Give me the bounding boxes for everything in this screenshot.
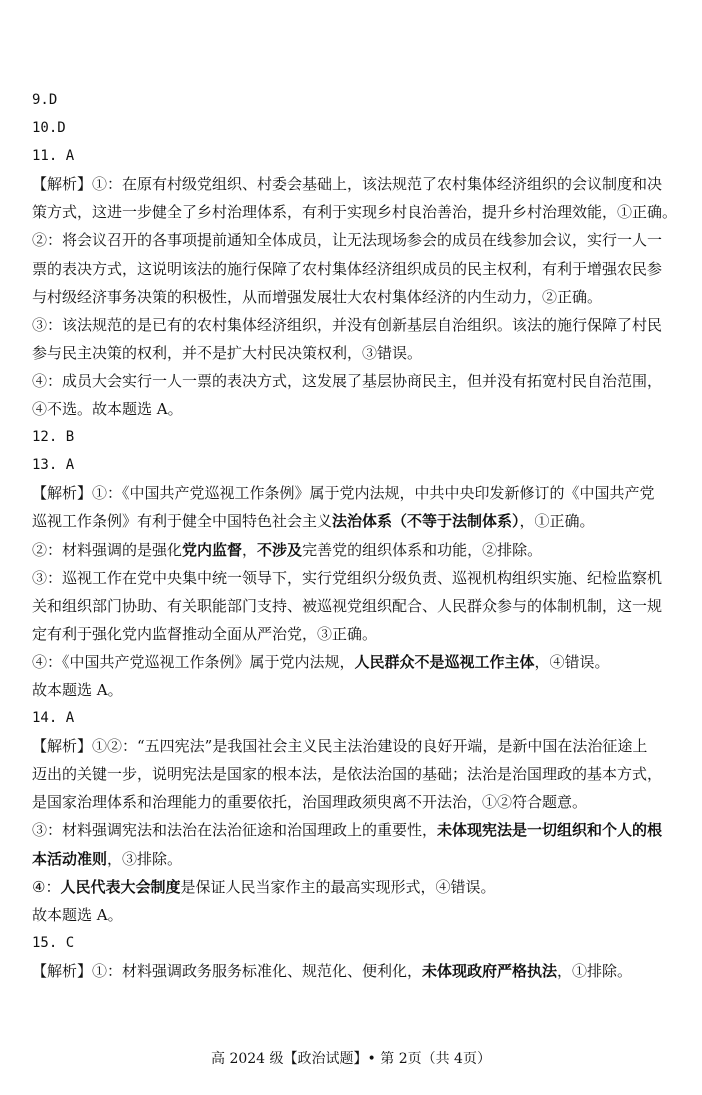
analysis-line: 【解析】①：在原有村级党组织、村委会基础上，该法规范了农村集体经济组织的会议制度和决 [32,175,663,194]
analysis-line [32,816,672,844]
analysis-line: 参与民主决策的权利，并不是扩大村民决策权利，③错误。 [32,343,423,362]
analysis-text: ④：《中国共产党巡视工作条例》属于党内法规， [32,652,355,671]
analysis-line: 关和组织部门协助、有关职能部门支持、被巡视党组织配合、人民群众参与的体制机制，这一规 [32,596,663,615]
analysis-text: ③：材料强调宪法和法治在法治征途和治国理政上的重要性， [32,821,438,840]
analysis-text: 是保证人民当家作主的最高实现形式，④错误。 [180,877,496,896]
analysis-line: 定有利于强化党内监督推动全面从严治党，③正确。 [32,624,378,643]
analysis-line: 【解析】①：《中国共产党巡视工作条例》属于党内法规，中共中央印发新修订的《中国共产党 [32,484,655,503]
emphasis-text: 本活动准则 [32,849,108,868]
emphasis-text: 未体现政府严格执法 [422,961,558,980]
analysis-line: ④：成员大会实行一人一票的表决方式，这发展了基层协商民主，但并没有拓宽村民自治范围， [32,371,663,390]
answer-key-line: 12. B [32,429,75,446]
answer-key-line: 13. A [32,457,75,474]
analysis-text: ④： [32,877,61,896]
analysis-line: ③：巡视工作在党中央集中统一领导下，实行党组织分级负责、巡视机构组织实施、纪检监察机 [32,568,663,587]
analysis-line [32,536,672,564]
page-footer: 高 2024 级【政治试题】• 第 2页（共 4页） [211,1051,491,1067]
answer-key-line: 11. A [32,148,75,165]
analysis-line [32,507,672,535]
analysis-line: 迈出的关键一步，说明宪法是国家的根本法，是依法治国的基础；法治是治国理政的基本方式， [32,765,663,784]
emphasis-text: 不涉及 [257,540,303,559]
analysis-line [32,845,672,873]
analysis-text: 巡视工作条例》有利于健全中国特色社会主义 [32,512,333,531]
answer-key-line: 9.D [32,92,58,108]
analysis-line: 策方式，这进一步健全了乡村治理体系，有利于实现乡村良治善治，提升乡村治理效能，①正确。 [32,203,678,222]
emphasis-text: 人民群众不是巡视工作主体 [354,652,535,671]
answer-document [32,86,678,985]
analysis-line: 票的表决方式，这说明该法的施行保障了农村集体经济组织成员的民主权利，有利于增强农民参 [32,259,663,278]
analysis-text: ②：材料强调的是强化 [32,540,183,559]
analysis-line: 与村级经济事务决策的积极性，从而增强发展壮大农村集体经济的内生动力，②正确。 [32,287,603,306]
analysis-text: 【解析】①：材料强调政务服务标准化、规范化、便利化， [32,961,423,980]
analysis-line: 故本题选 A。 [32,680,123,699]
analysis-line [32,957,672,985]
emphasis-text: 未体现宪法是一切组织和个人的根 [437,821,663,840]
analysis-text: 完善党的组织体系和功能，②排除。 [302,540,543,559]
analysis-text: ，④错误。 [534,652,610,671]
analysis-line: 【解析】①②：“五四宪法”是我国社会主义民主法治建设的良好开端，是新中国在法治征途上 [32,737,648,756]
answer-key-line: 14. A [32,710,75,727]
analysis-text: ，①正确。 [519,512,595,531]
analysis-line: ④不选。故本题选 A。 [32,400,183,419]
analysis-line: ②：将会议召开的各事项提前通知全体成员，让无法现场参会的成员在线参加会议，实行一人一 [32,231,663,250]
analysis-line [32,873,672,901]
analysis-line: 故本题选 A。 [32,905,123,924]
emphasis-text: 人民代表大会制度 [60,877,181,896]
analysis-text: ，③排除。 [107,849,183,868]
analysis-text: ， [242,540,258,559]
answer-key-line: 10.D [32,120,66,137]
answer-key-line: 15. C [32,934,75,951]
analysis-line: ③：该法规范的是已有的农村集体经济组织，并没有创新基层自治组织。该法的施行保障了村民 [32,315,663,334]
emphasis-text: 法治体系（不等于法制体系） [332,512,520,531]
analysis-line [32,648,672,676]
emphasis-text: 党内监督 [182,540,243,559]
analysis-line: 是国家治理体系和治理能力的重要依托，治国理政须臾离不开法治，①②符合题意。 [32,793,588,812]
analysis-text: ，①排除。 [557,961,633,980]
